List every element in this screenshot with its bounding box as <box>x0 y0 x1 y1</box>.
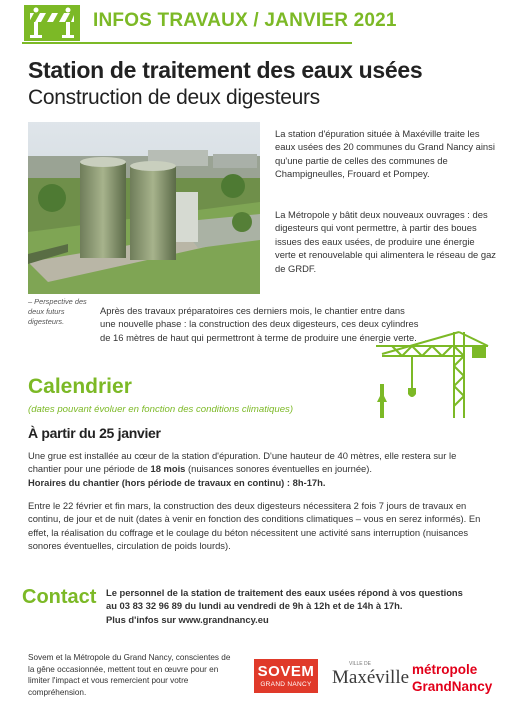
calendar-paragraph <box>28 449 490 489</box>
header-title: INFOS TRAVAUX / JANVIER 2021 <box>93 10 397 31</box>
sovem-logo-text: SOVEM <box>257 663 315 680</box>
calendar-paragraph: Entre le 22 février et fin mars, la construction des deux digesteurs nécessitera 2 fois 7 jours de travaux en continu, de jour et de nuit (dates à venir en fonction des conditions climatiques – vous en serez informés). En effet, la réalisation du coffrage et le coulage du béton nécessitent une activité sans interruption (nuisances sonores éventuelles, circulation de poids lourds). <box>28 500 481 552</box>
contact-details <box>106 586 501 626</box>
digesters-perspective-image <box>28 122 260 294</box>
maxeville-logo-prefix: VILLE DE <box>349 661 371 667</box>
crane-icon <box>372 326 490 418</box>
calendar-title: Calendrier <box>28 375 132 398</box>
duration-highlight: 18 mois <box>150 463 186 475</box>
calendar-subtitle: (dates pouvant évoluer en fonction des conditions climatiques) <box>28 404 294 415</box>
contact-line: Le personnel de la station de traitement des eaux usées répond à vos questions <box>106 587 463 598</box>
roadwork-barrier-icon <box>22 3 82 43</box>
phase-paragraph: Après des travaux préparatoires ces derniers mois, le chantier entre dans une nouvelle phase : la construction des deux digesteurs, ces deux cylindres de 16 mètres de haut qui permettront à terme de produire une énergie verte. <box>100 305 419 343</box>
calendar-text: (nuisances sonores éventuelles en journée). <box>185 463 372 475</box>
metropole-logo: métropole <box>412 662 478 677</box>
contact-website: Plus d'infos sur www.grandnancy.eu <box>106 613 269 625</box>
header-divider <box>22 42 352 44</box>
intro-paragraph: La Métropole y bâtit deux nouveaux ouvrages : des digesteurs qui vont permettre, à partir des boues issues des eaux usées, de produire une énergie verte et renouvelable qui alimentera le réseau de gaz de GRDF. <box>275 209 496 274</box>
site-hours: Horaires du chantier (hors période de travaux en continu) : 8h-17h. <box>28 476 326 488</box>
sovem-logo-subtext: GRAND NANCY <box>260 681 312 688</box>
grandnancy-logo: GrandNancy <box>412 679 493 694</box>
article-title: Station de traitement des eaux usées <box>28 57 423 83</box>
intro-paragraph: La station d'épuration située à Maxéville traite les eaux usées des 20 communes du Grand Nancy ainsi qu'une partie de celles des communes de Champigneulles, Frouard et Pompey. <box>275 128 495 180</box>
calendar-date-heading: À partir du 25 janvier <box>28 425 161 441</box>
article-subtitle: Construction de deux digesteurs <box>28 86 320 109</box>
contact-phone-hours: au 03 83 32 96 89 du lundi au vendredi de 9h à 12h et de 14h à 17h. <box>106 600 403 612</box>
maxeville-logo: Maxéville <box>332 667 410 688</box>
calendar-text: Une grue est installée au cœur de la station d'épuration. D'une hauteur de 40 mètres, elle restera sur le chantier pour une période de <box>28 450 457 475</box>
photo-caption: – Perspective des deux futurs digesteurs. <box>28 297 87 326</box>
sovem-logo <box>254 659 318 693</box>
contact-title: Contact <box>22 586 97 608</box>
footer-note: Sovem et la Métropole du Grand Nancy, conscientes de la gêne occasionnée, mettent tout en œuvre pour en limiter l'impact et vous remercient pour votre compréhension. <box>28 653 231 697</box>
